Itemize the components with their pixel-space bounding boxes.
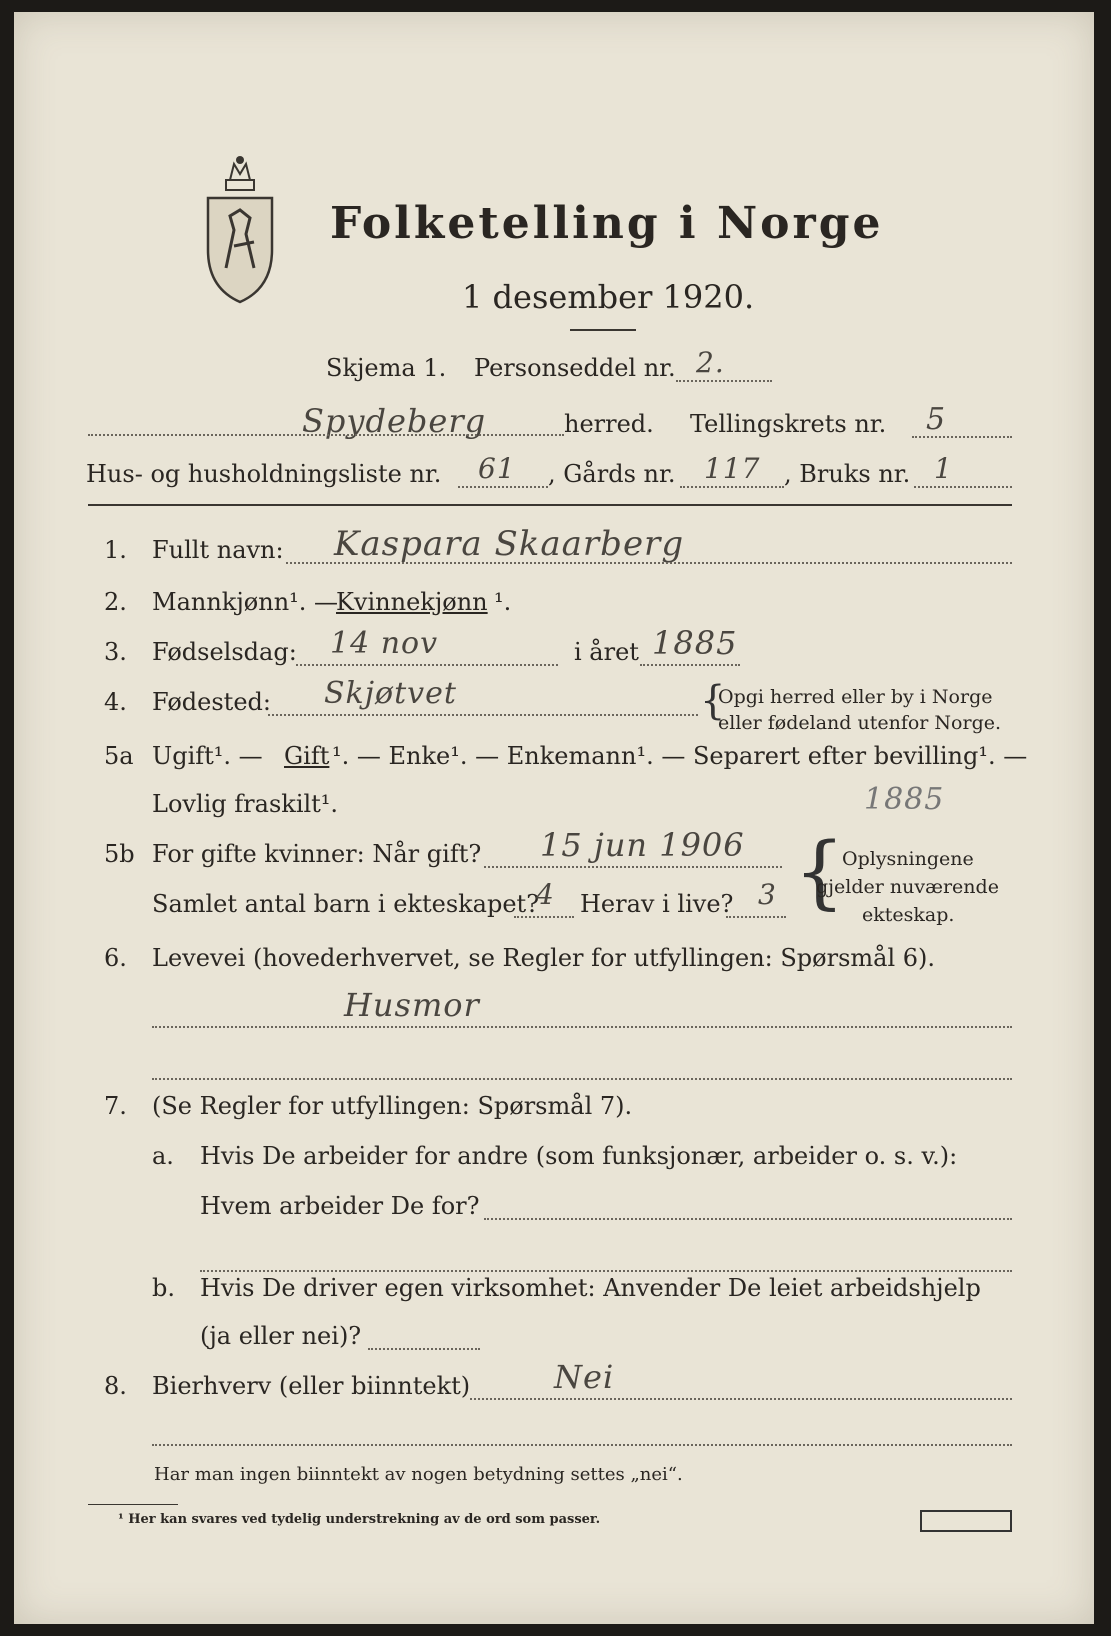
form-title: Folketelling i Norge: [330, 198, 884, 249]
q1-label: Fullt navn:: [152, 536, 284, 564]
q5b-children-value[interactable]: 4: [536, 878, 555, 911]
q5b-line: [484, 866, 782, 868]
q2-number: 2.: [104, 588, 127, 616]
q6-line-1: [152, 1026, 1012, 1028]
q7b-label: Hvis De driver egen virksomhet: Anvender De leiet arbeidshjelp: [200, 1274, 981, 1302]
gards-value[interactable]: 117: [704, 452, 761, 485]
q3-line: [296, 664, 558, 666]
herred-label: herred.: [564, 410, 654, 438]
tellingskrets-value[interactable]: 5: [926, 402, 947, 437]
q4-note-1: Opgi herred eller by i Norge: [718, 686, 993, 708]
q4-label: Fødested:: [152, 688, 271, 716]
q7a-label: Hvis De arbeider for andre (som funksjonær, arbeider o. s. v.):: [200, 1142, 958, 1170]
q5b-alive-line: [726, 916, 786, 918]
q3-year[interactable]: 1885: [652, 624, 738, 662]
q5b-brace: {: [794, 825, 845, 918]
section-rule: [88, 504, 1012, 506]
q3-year-label: i året: [574, 638, 639, 666]
q5b-note-2: gjelder nuværende: [816, 876, 999, 898]
tellingskrets-line: [912, 436, 1012, 438]
footer-note: Har man ingen biinntekt av nogen betydning settes „nei“.: [154, 1464, 683, 1485]
q7b-line[interactable]: [368, 1348, 480, 1350]
q8-side-income[interactable]: Nei: [554, 1358, 615, 1396]
bruks-label: , Bruks nr.: [784, 460, 911, 488]
q5a-number: 5a: [104, 742, 134, 770]
q4-brace: {: [700, 678, 726, 724]
q6-occupation[interactable]: Husmor: [344, 986, 480, 1024]
q7a-question: Hvem arbeider De for?: [200, 1192, 480, 1220]
bruks-line: [914, 486, 1012, 488]
q8-line-2: [152, 1444, 1012, 1446]
q1-line: [286, 562, 1012, 564]
q1-number: 1.: [104, 536, 127, 564]
q7b-letter: b.: [152, 1274, 175, 1302]
census-date: 1 desember 1920.: [462, 278, 755, 316]
gards-label: , Gårds nr.: [548, 460, 676, 488]
title-divider: [570, 329, 636, 331]
q5b-label: For gifte kvinner: Når gift?: [152, 840, 482, 868]
husliste-label: Hus- og husholdningsliste nr.: [86, 460, 442, 488]
q5a-divorced-option[interactable]: Lovlig fraskilt¹.: [152, 790, 339, 818]
q2-male-option[interactable]: Mannkjønn¹. —: [152, 588, 339, 616]
q5b-children-label: Samlet antal barn i ekteskapet?: [152, 890, 540, 918]
personseddel-label: Personseddel nr.: [474, 354, 676, 382]
q4-line: [268, 714, 698, 716]
q4-note-2: eller fødeland utenfor Norge.: [718, 712, 1002, 734]
coat-of-arms-icon: [204, 150, 276, 306]
q7a-letter: a.: [152, 1142, 174, 1170]
q4-birthplace[interactable]: Skjøtvet: [324, 676, 457, 711]
husliste-value[interactable]: 61: [478, 452, 516, 485]
q8-line-1: [470, 1398, 1012, 1400]
printer-stamp: [920, 1510, 1012, 1532]
q7-number: 7.: [104, 1092, 127, 1120]
q7a-line-2[interactable]: [200, 1270, 1012, 1272]
q3-year-line: [640, 664, 740, 666]
q5a-unmarried-option[interactable]: Ugift¹. —: [152, 742, 263, 770]
q1-full-name[interactable]: Kaspara Skaarberg: [334, 524, 685, 564]
q6-line-2: [152, 1078, 1012, 1080]
q8-number: 8.: [104, 1372, 127, 1400]
personseddel-line: [676, 380, 772, 382]
q5a-married-option[interactable]: Gift: [284, 742, 330, 770]
q5b-alive-label: Herav i live?: [580, 890, 734, 918]
personseddel-value[interactable]: 2.: [696, 346, 725, 379]
q6-label: Levevei (hovederhvervet, se Regler for utfyllingen: Spørsmål 6).: [152, 944, 936, 972]
q8-label: Bierhverv (eller biinntekt): [152, 1372, 471, 1400]
q2-female-option[interactable]: Kvinnekjønn: [336, 588, 488, 616]
gards-line: [680, 486, 784, 488]
q5b-marriage-date[interactable]: 15 jun 1906: [540, 826, 745, 864]
bruks-value[interactable]: 1: [934, 452, 953, 485]
q6-number: 6.: [104, 944, 127, 972]
q2-suffix: ¹.: [494, 588, 512, 616]
q5b-children-line: [514, 916, 574, 918]
q7-label: (Se Regler for utfyllingen: Spørsmål 7).: [152, 1092, 633, 1120]
q3-number: 3.: [104, 638, 127, 666]
tellingskrets-label: Tellingskrets nr.: [690, 410, 887, 438]
margin-note: 1885: [864, 782, 945, 817]
footnote-rule: [88, 1504, 178, 1505]
herred-line: [88, 434, 564, 436]
q5b-alive-value[interactable]: 3: [758, 878, 777, 911]
q5b-number: 5b: [104, 840, 135, 868]
q7a-line-1[interactable]: [484, 1218, 1012, 1220]
q5b-note-1: Oplysningene: [842, 848, 974, 870]
q5b-note-3: ekteskap.: [862, 904, 955, 926]
q5a-other-options[interactable]: ¹. — Enke¹. — Enkemann¹. — Separert efter bevilling¹. —: [332, 742, 1028, 770]
skjema-label: Skjema 1.: [326, 354, 447, 382]
husliste-line: [458, 486, 548, 488]
q7b-question: (ja eller nei)?: [200, 1322, 362, 1350]
census-form: [14, 12, 1094, 1624]
footnote: ¹ Her kan svares ved tydelig understrekning av de ord som passer.: [118, 1512, 601, 1527]
q3-label: Fødselsdag:: [152, 638, 297, 666]
q3-birthday[interactable]: 14 nov: [330, 626, 439, 661]
q4-number: 4.: [104, 688, 127, 716]
herred-value[interactable]: Spydeberg: [302, 402, 487, 440]
